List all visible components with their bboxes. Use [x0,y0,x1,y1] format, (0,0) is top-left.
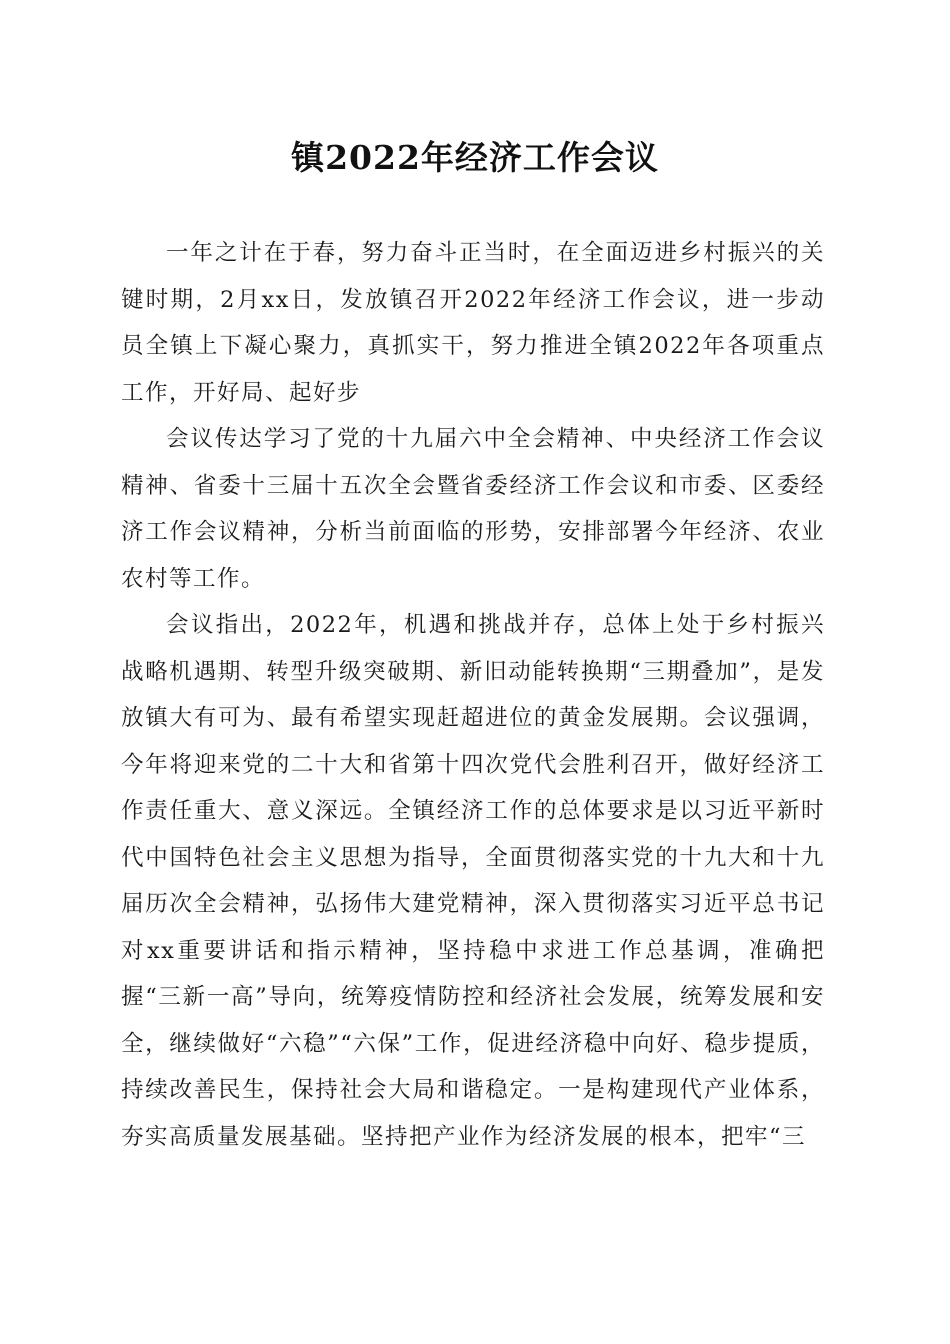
paragraph-2: 会议传达学习了党的十九届六中全会精神、中央经济工作会议精神、省委十三届十五次全会暨省委经济工作会议和市委、区委经济工作会议精神，分析当前面临的形势，安排部署今年经济、农业农村等工作。 [121,426,825,592]
paragraph-1: 一年之计在于春，努力奋斗正当时，在全面迈进乡村振兴的关键时期，2月xx日，发放镇召开2022年经济工作会议，进一步动员全镇上下凝心聚力，真抓实干，努力推进全镇2022年各项重点工作，开好局、起好步 [121,240,825,406]
document-body [121,230,825,1160]
document-title: 镇2022年经济工作会议 [291,138,659,177]
paragraph-3: 会议指出，2022年，机遇和挑战并存，总体上处于乡村振兴战略机遇期、转型升级突破期、新旧动能转换期“三期叠加”，是发放镇大有可为、最有希望实现赶超进位的黄金发展期。会议强调，今年将迎来党的二十大和省第十四次党代会胜利召开，做好经济工作责任重大、意义深远。全镇经济工作的总体要求是以习近平新时代中国特色社会主义思想为指导，全面贯彻落实党的十九大和十九届历次全会精神，弘扬伟大建党精神，深入贯彻落实习近平总书记对xx重要讲话和指示精神，坚持稳中求进工作总基调，准确把握“三新一高”导向，统筹疫情防控和经济社会发展，统筹发展和安全，继续做好“六稳”“六保”工作，促进经济稳中向好、稳步提质，持续改善民生，保持社会大局和谐稳定。一是构建现代产业体系，夯实高质量发展基础。坚持把产业作为经济发展的根本，把牢“三 [121,612,825,1150]
